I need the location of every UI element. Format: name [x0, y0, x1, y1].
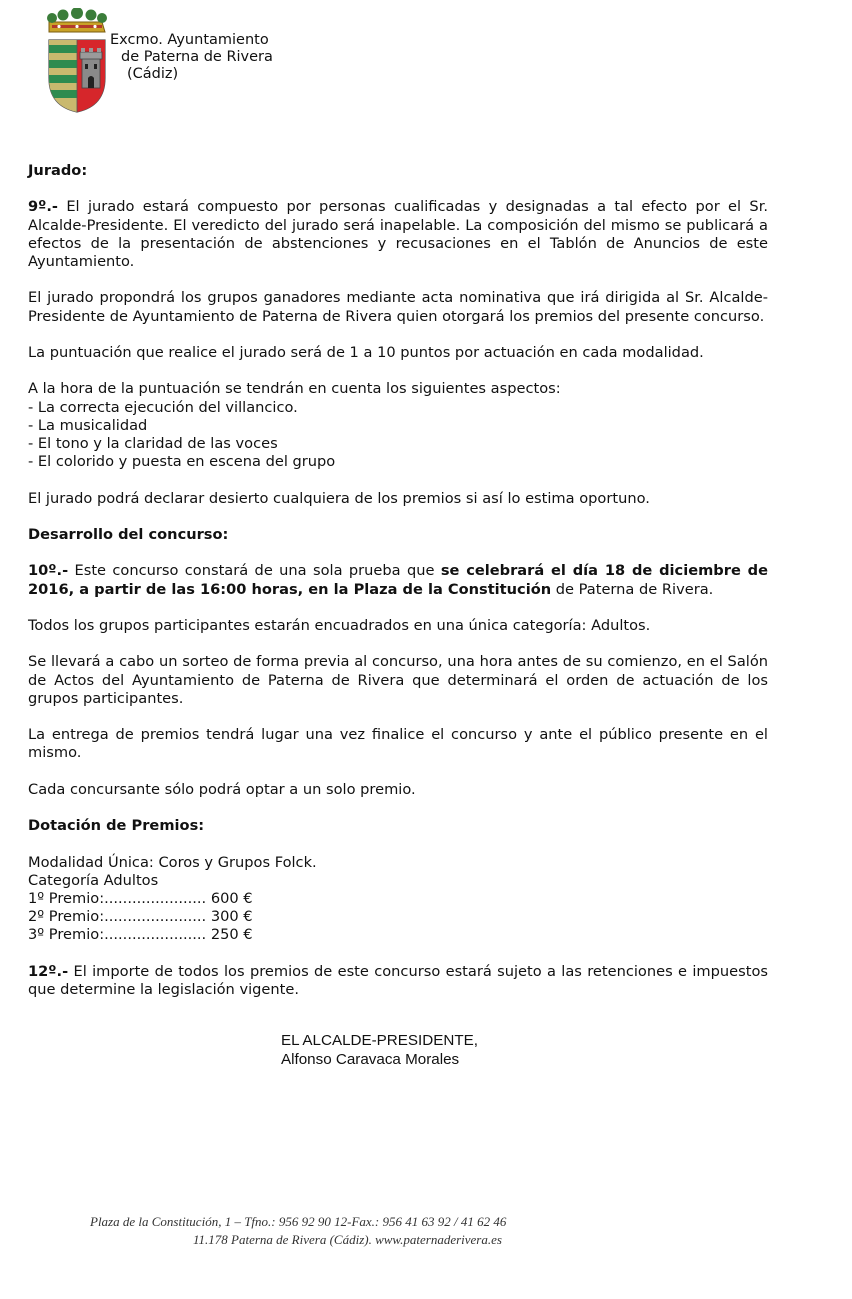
modalidad-line: Modalidad Única: Coros y Grupos Folck.	[28, 853, 317, 871]
clause-text: El jurado estará compuesto por personas cualificadas y designadas a tal efecto por el Sr. Alcalde-Presidente. El veredicto del jurado será inapelable. La composición del mismo se publicará a efectos de la presentación de abstenciones y recusaciones en el Tablón de Anuncios de este Ayuntamiento.	[28, 198, 768, 270]
paragraph-entrega: La entrega de premios tendrá lugar una vez finalice el concurso y ante el público presente en el mismo.	[28, 726, 768, 762]
clause-number: 12º.-	[28, 962, 69, 980]
prize-line: 1º Premio:...................... 600 €	[28, 889, 253, 907]
clause-text: El importe de todos los premios de este concurso estará sujeto a las retenciones e impuestos que determine la legislación vigente.	[28, 962, 768, 998]
list-item: - El colorido y puesta en escena del grupo	[28, 453, 336, 471]
clause-text: Este concurso constará de una sola prueba que	[68, 562, 441, 580]
letterhead	[44, 8, 304, 118]
paragraph-optar: Cada concursante sólo podrá optar a un solo premio.	[28, 780, 416, 798]
coat-of-arms-logo	[44, 8, 110, 114]
clause-text-end: de Paterna de Rivera.	[551, 580, 714, 598]
organization-name	[110, 32, 273, 83]
footer-address: Plaza de la Constitución, 1 – Tfno.: 956 92 90 12-Fax.: 956 41 63 92 / 41 62 46	[90, 1214, 507, 1229]
document-body	[28, 162, 768, 999]
org-line-3: (Cádiz)	[127, 66, 179, 82]
prize-line: 2º Premio:...................... 300 €	[28, 908, 253, 926]
paragraph-categoria: Todos los grupos participantes estarán encuadrados en una única categoría: Adultos.	[28, 616, 651, 634]
aspects-intro: A la hora de la puntuación se tendrán en cuenta los siguientes aspectos:	[28, 380, 561, 398]
clause-number: 10º.-	[28, 562, 69, 580]
signature-block	[281, 1031, 478, 1069]
clause-12	[28, 963, 768, 999]
paragraph-propondra: El jurado propondrá los grupos ganadores mediante acta nominativa que irá dirigida al Sr. Alcalde-Presidente de Ayuntamiento de Paterna de Rivera quien otorgará los premios del presente concurso.	[28, 289, 768, 325]
section-heading-jurado: Jurado:	[28, 162, 88, 179]
clause-number: 9º.-	[28, 198, 58, 216]
paragraph-desierto: El jurado podrá declarar desierto cualquiera de los premios si así lo estima oportuno.	[28, 489, 650, 507]
list-item: - El tono y la claridad de las voces	[28, 434, 278, 452]
shield-icon	[49, 40, 105, 114]
prize-line: 3º Premio:...................... 250 €	[28, 926, 253, 944]
list-item: - La correcta ejecución del villancico.	[28, 398, 298, 416]
paragraph-sorteo: Se llevará a cabo un sorteo de forma previa al concurso, una hora antes de su comienzo, en el Salón de Actos del Ayuntamiento de Paterna de Rivera que determinará el orden de actuación de los grupos participantes.	[28, 653, 768, 707]
signature-name: Alfonso Caravaca Morales	[281, 1051, 460, 1068]
clause-9	[28, 198, 768, 271]
list-item: - La musicalidad	[28, 416, 148, 434]
clause-bold-text: se celebrará el día 18 de diciembre de 2016, a partir de las 16:00 horas, en la Plaza de la Constitución	[28, 562, 768, 598]
section-heading-desarrollo: Desarrollo del concurso:	[28, 525, 229, 543]
clause-10	[28, 562, 768, 598]
footer-web: 11.178 Paterna de Rivera (Cádiz). www.paternaderivera.es	[193, 1232, 502, 1247]
section-heading-dotacion: Dotación de Premios:	[28, 817, 205, 835]
paragraph-puntuacion: La puntuación que realice el jurado será de 1 a 10 puntos por actuación en cada modalidad.	[28, 343, 704, 361]
signature-title: EL ALCALDE-PRESIDENTE,	[281, 1032, 478, 1049]
org-line-2: de Paterna de Rivera	[121, 49, 273, 65]
org-line-1: Excmo. Ayuntamiento	[110, 32, 269, 48]
crown-icon	[47, 8, 107, 32]
categoria-line: Categoría Adultos	[28, 871, 159, 889]
